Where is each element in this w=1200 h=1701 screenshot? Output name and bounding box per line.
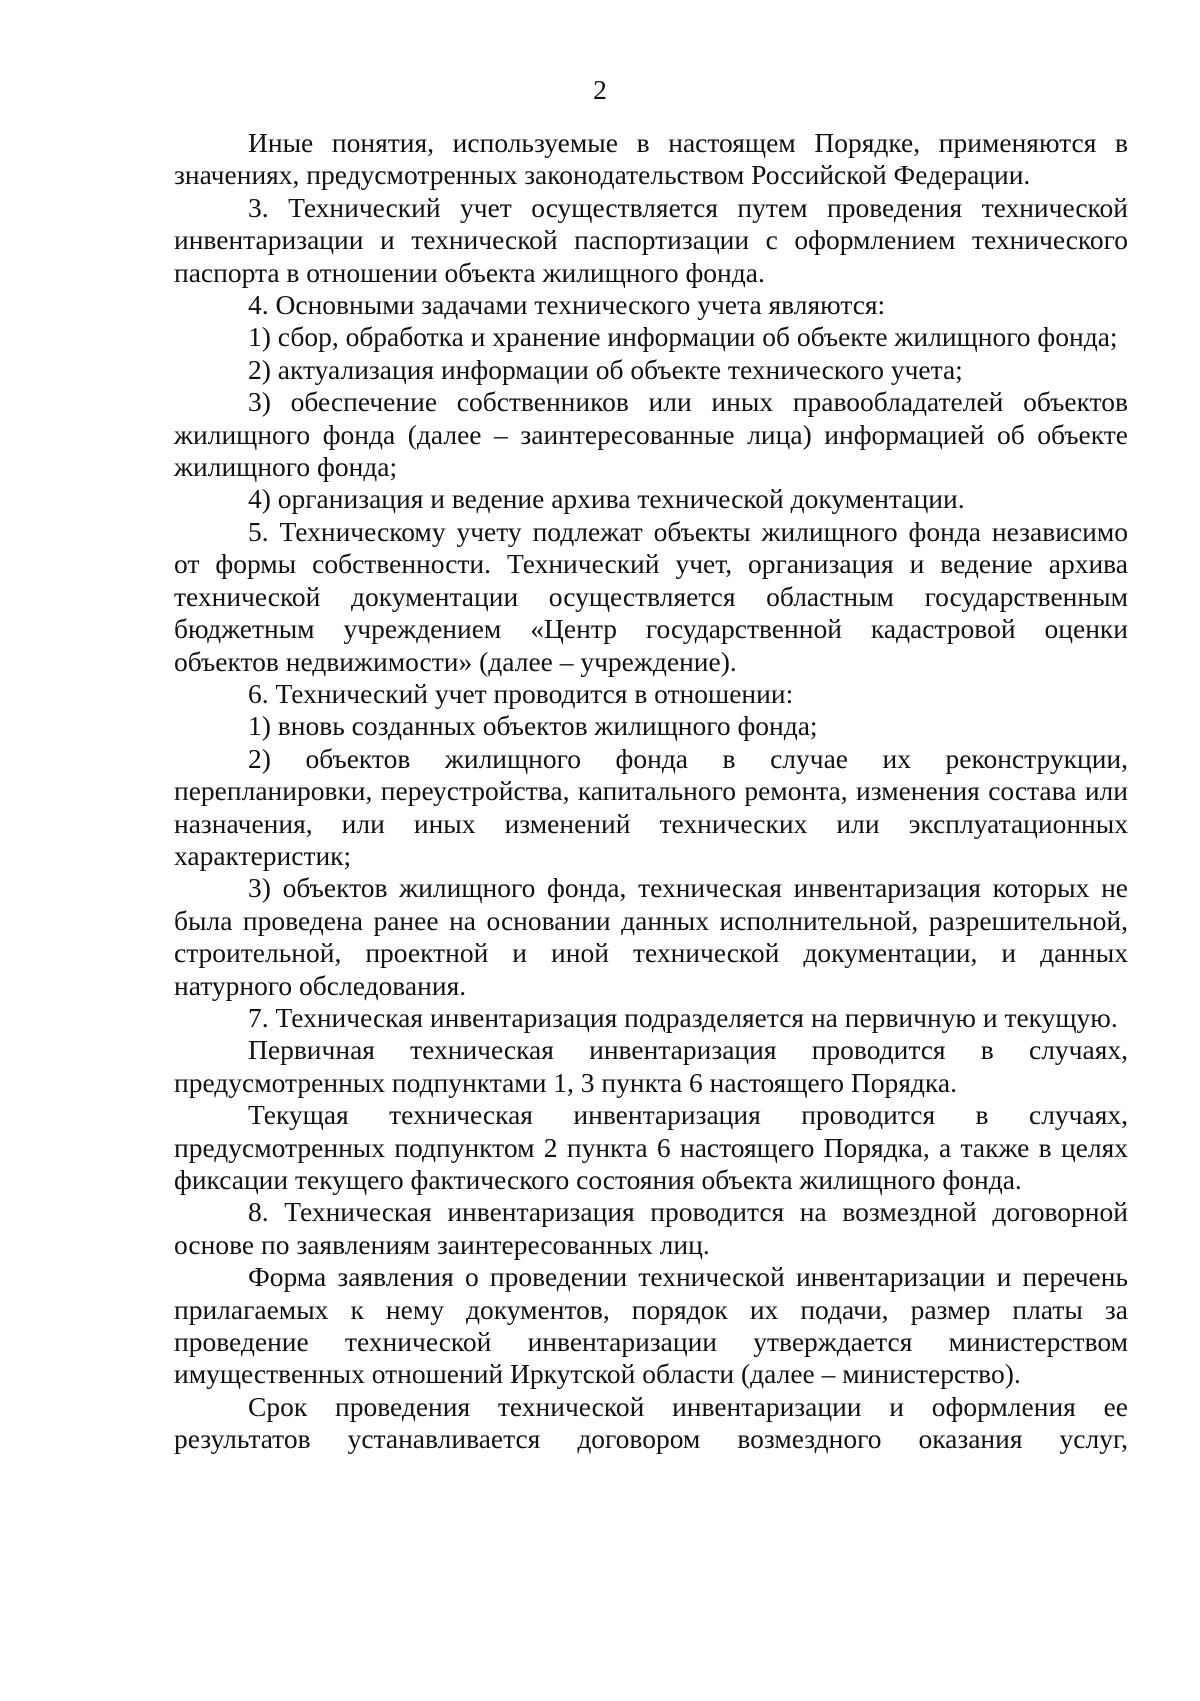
- paragraph-11: 2) объектов жилищного фонда в случае их реконструкции, перепланировки, переустройства, капитального ремонта, изменения состава или назначения, или иных изменений технических или эксплуатационных характеристик;: [174, 742, 1128, 871]
- paragraph-9: 6. Технический учет проводится в отношении:: [248, 677, 794, 709]
- paragraph-1: Иные понятия, используемые в настоящем Порядке, применяются в значениях, предусмотренных законодательством Российской Федерации.: [174, 127, 1128, 191]
- paragraph-7: 4) организация и ведение архива технической документации.: [248, 483, 965, 515]
- paragraph-5: 2) актуализация информации об объекте технического учета;: [248, 353, 963, 385]
- document-body: [174, 127, 1128, 1456]
- paragraph-13: 7. Техническая инвентаризация подразделяется на первичную и текущую.: [248, 1001, 1118, 1033]
- paragraph-2: 3. Технический учет осуществляется путем проведения технической инвентаризации и технической паспортизации с оформлением технического паспорта в отношении объекта жилищного фонда.: [174, 191, 1128, 288]
- paragraph-6: 3) обеспечение собственников или иных правообладателей объектов жилищного фонда (далее – заинтересованные лица) информацией об объекте жилищного фонда;: [174, 386, 1128, 483]
- paragraph-12: 3) объектов жилищного фонда, техническая инвентаризация которых не была проведена ранее на основании данных исполнительной, разрешительной, строительной, проектной и иной технической документации, и данных натурного обследования.: [174, 872, 1128, 1001]
- paragraph-4: 1) сбор, обработка и хранение информации об объекте жилищного фонда;: [248, 321, 1118, 353]
- paragraph-8: 5. Техническому учету подлежат объекты жилищного фонда независимо от формы собственности. Технический учет, организация и ведение архива технической документации осуществляется областным государственным бюджетным учреждением «Центр государственной кадастровой оценки объектов недвижимости» (далее – учреждение).: [174, 515, 1128, 677]
- paragraph-18: Срок проведения технической инвентаризации и оформления ее результатов устанавливается договором возмездного оказания услуг,: [174, 1390, 1128, 1455]
- paragraph-17: Форма заявления о проведении технической инвентаризации и перечень прилагаемых к нему документов, порядок их подачи, размер платы за проведение технической инвентаризации утверждается министерством имущественных отношений Иркутской области (далее – министерство).: [174, 1261, 1128, 1390]
- paragraph-16: 8. Техническая инвентаризация проводится на возмездной договорной основе по заявлениям заинтересованных лиц.: [174, 1196, 1128, 1260]
- paragraph-14: Первичная техническая инвентаризация проводится в случаях, предусмотренных подпунктами 1, 3 пункта 6 настоящего Порядка.: [174, 1034, 1128, 1098]
- page-number: 2: [593, 74, 607, 105]
- paragraph-3: 4. Основными задачами технического учета являются:: [248, 289, 886, 321]
- paragraph-10: 1) вновь созданных объектов жилищного фонда;: [248, 710, 818, 742]
- paragraph-15: Текущая техническая инвентаризация проводится в случаях, предусмотренных подпунктом 2 пункта 6 настоящего Порядка, а также в целях фиксации текущего фактического состояния объекта жилищного фонда.: [174, 1099, 1128, 1195]
